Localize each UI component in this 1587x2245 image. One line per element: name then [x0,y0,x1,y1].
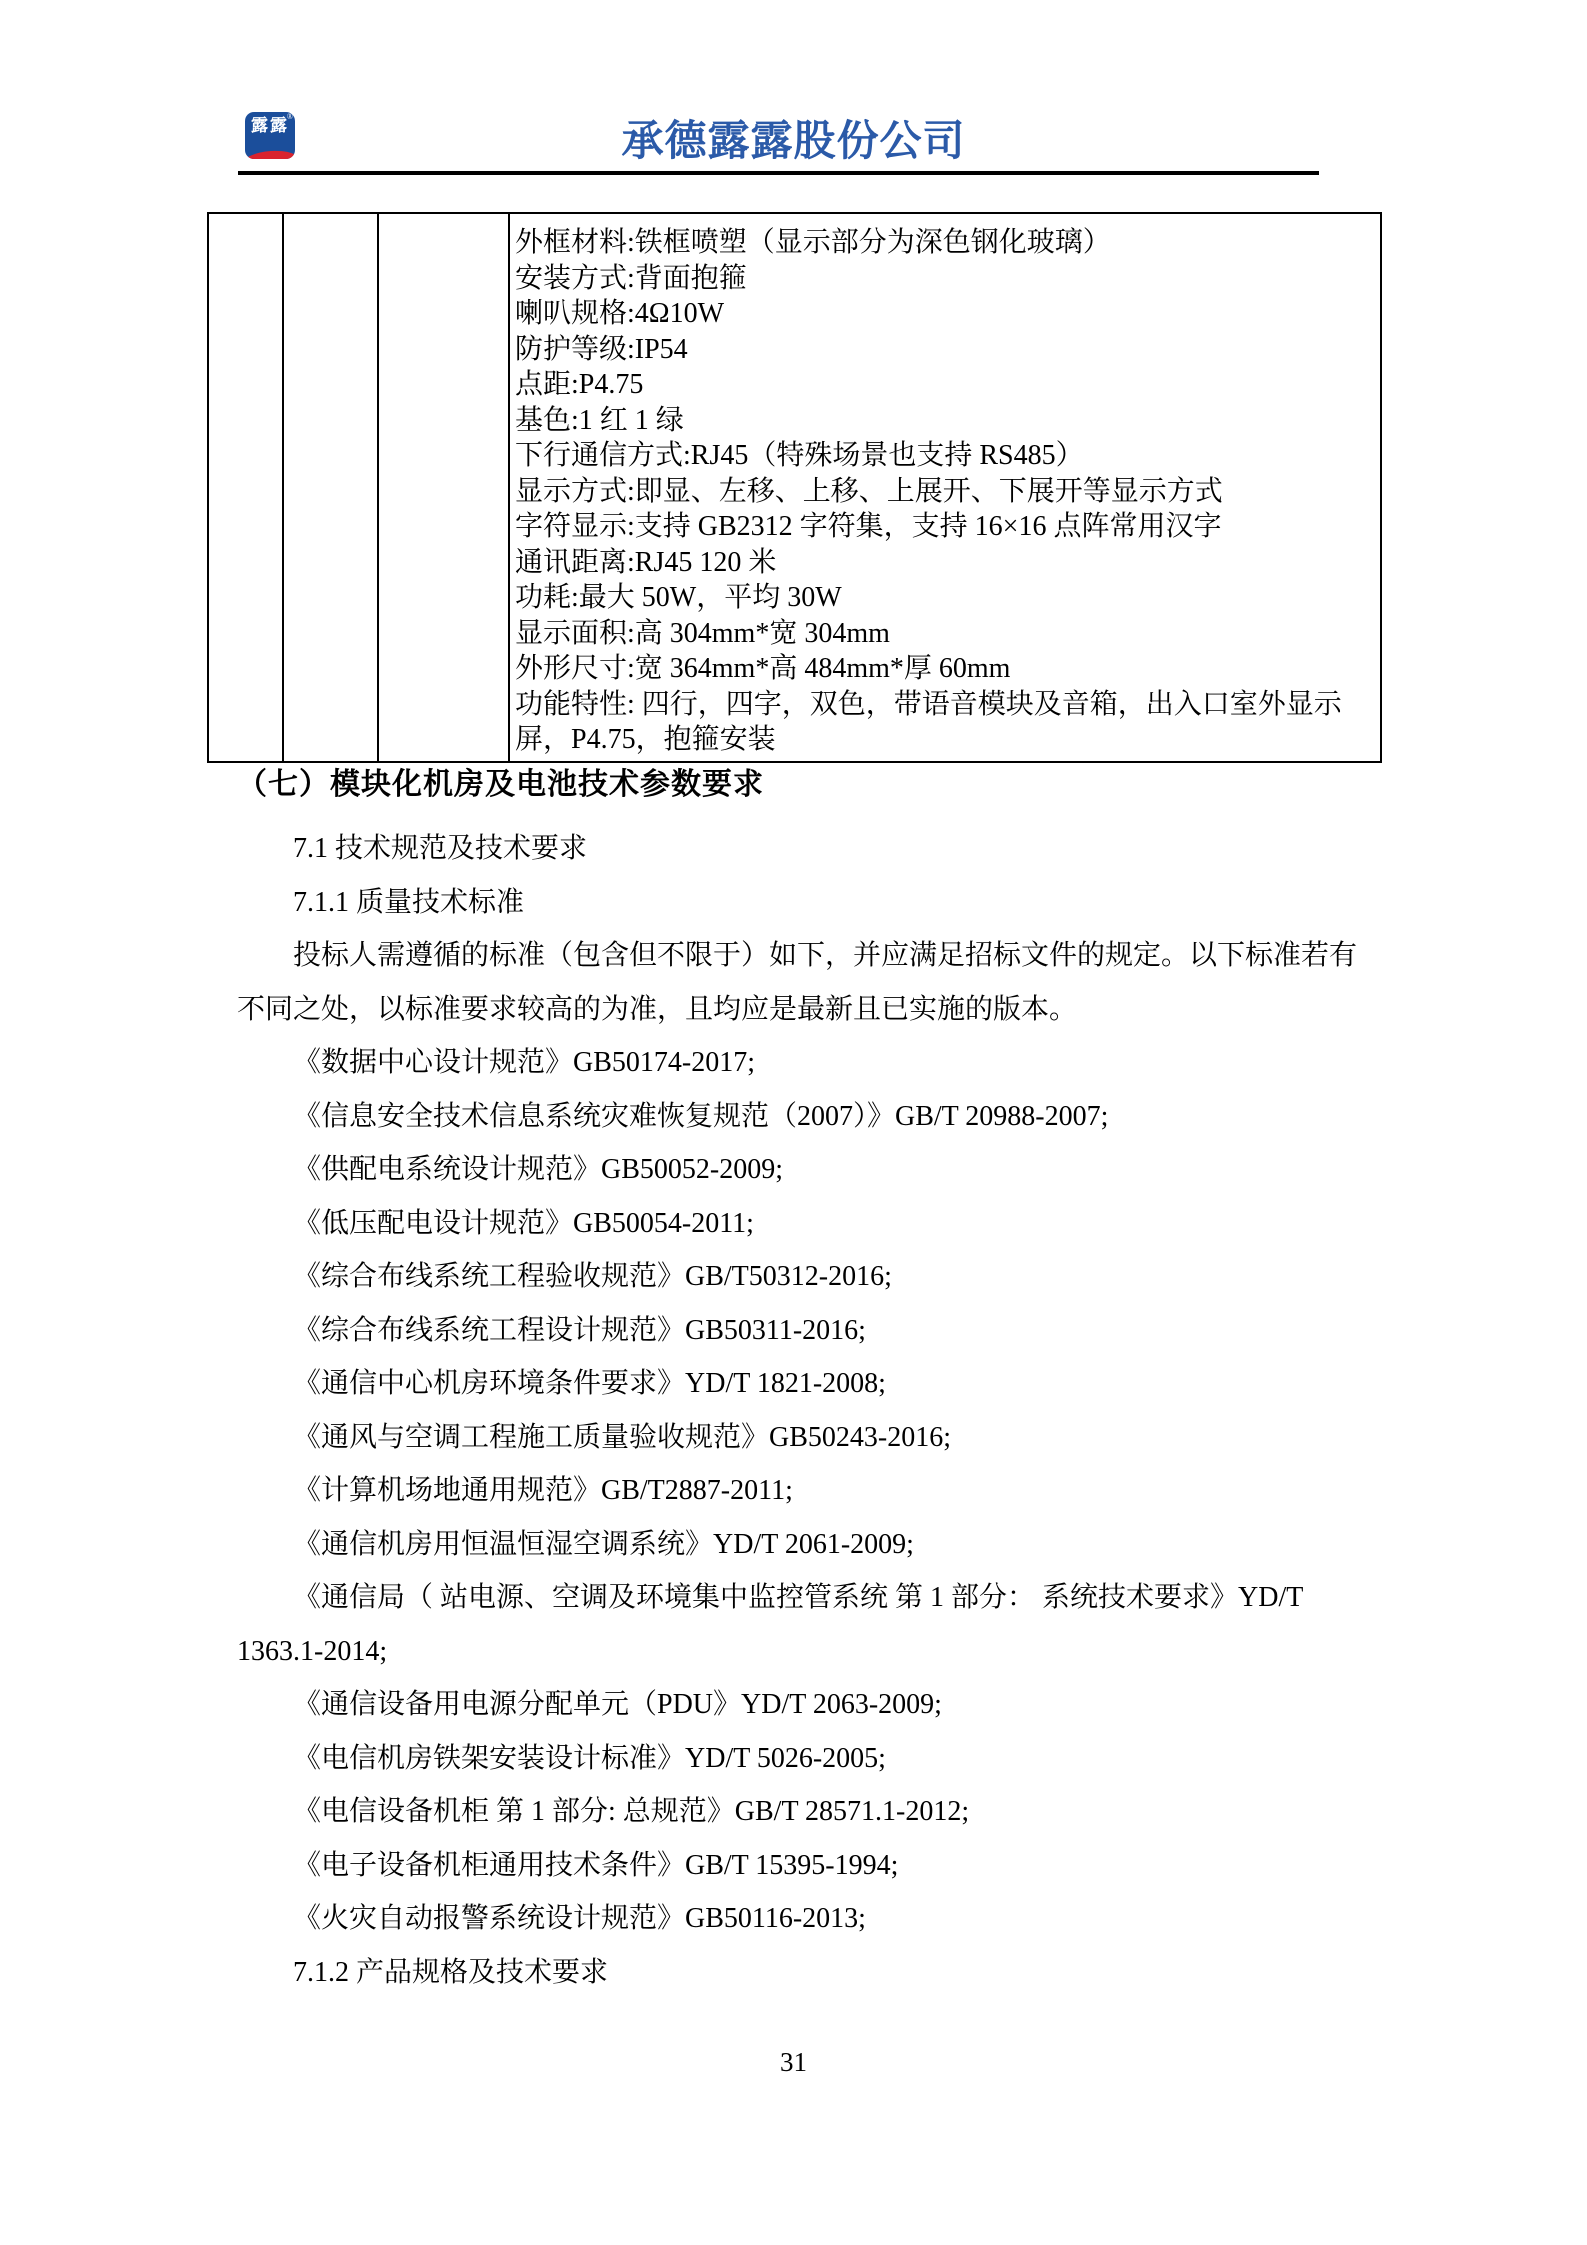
body-line: 1363.1-2014; [237,1635,388,1667]
body-line: 《电信机房铁架安装设计标准》YD/T 5026-2005; [293,1742,886,1774]
body-line: 《通信机房用恒温恒湿空调系统》YD/T 2061-2009; [293,1528,914,1560]
spec-line: 基色:1 红 1 绿 [515,404,684,436]
spec-line: 功能特性: 四行，四字，双色，带语音模块及音箱，出入口室外显示屏，P4.75，抱箍安装 [515,688,1342,755]
spec-line: 下行通信方式:RJ45（特殊场景也支持 RS485） [515,440,1084,471]
body-line: 《计算机场地通用规范》GB/T2887-2011; [293,1475,793,1506]
body-line: 《火灾自动报警系统设计规范》GB50116-2013; [293,1903,866,1934]
page-header-title: 承德露露股份公司 [621,117,966,164]
spec-line: 外框材料:铁框喷塑（显示部分为深色钢化玻璃） [515,227,1111,258]
body-line: 《供配电系统设计规范》GB50052-2009; [293,1154,784,1185]
logo-text: 露露 [251,116,289,135]
table-cell-empty-1 [208,213,283,762]
table-cell-empty-2 [283,213,378,762]
section-heading: （七）模块化机房及电池技术参数要求 [237,768,764,801]
table-cell-specs [509,213,1381,762]
spec-list [515,225,1376,758]
registered-trademark-icon: ® [286,112,293,121]
page-number: 31 [780,2047,807,2077]
spec-line: 喇叭规格:4Ω10W [515,298,725,329]
header-divider [238,171,1319,175]
body-line: 7.1.1 质量技术标准 [293,886,525,918]
body-line: 《通信中心机房环境条件要求》YD/T 1821-2008; [293,1368,886,1399]
spec-line: 通讯距离:RJ45 120 米 [515,546,777,578]
body-line: 7.1 技术规范及技术要求 [293,833,588,864]
spec-line: 显示方式:即显、左移、上移、上展开、下展开等显示方式 [515,475,1223,507]
body-text [237,822,1358,1999]
body-line: 《数据中心设计规范》GB50174-2017; [293,1047,756,1078]
spec-line: 字符显示:支持 GB2312 字符集，支持 16×16 点阵常用汉字 [515,511,1222,542]
body-line: 《低压配电设计规范》GB50054-2011; [293,1207,754,1239]
spec-line: 外形尺寸:宽 364mm*高 484mm*厚 60mm [515,653,1011,684]
body-line: 《通信设备用电源分配单元（PDU》YD/T 2063-2009; [293,1689,942,1720]
body-line: 《通风与空调工程施工质量验收规范》GB50243-2016; [293,1421,952,1453]
body-line: 《综合布线系统工程验收规范》GB/T50312-2016; [293,1261,892,1292]
table-row [208,213,1381,762]
body-line: 《电子设备机柜通用技术条件》GB/T 15395-1994; [293,1849,899,1881]
spec-line: 功耗:最大 50W，平均 30W [515,582,842,613]
spec-line: 防护等级:IP54 [515,333,688,365]
body-line: 《信息安全技术信息系统灾难恢复规范（2007）》GB/T 20988-2007; [293,1100,1109,1132]
body-line: 投标人需遵循的标准（包含但不限于）如下，并应满足招标文件的规定。以下标准若有 [293,940,1358,971]
body-line: 7.1.2 产品规格及技术要求 [293,1956,609,1988]
body-line: 《综合布线系统工程设计规范》GB50311-2016; [293,1314,866,1346]
spec-table [207,212,1382,763]
spec-line: 显示面积:高 304mm*宽 304mm [515,617,890,649]
body-line: 《通信局（ 站电源、空调及环境集中监控管系统 第 1 部分： 系统技术要求》YD/T [293,1582,1304,1613]
spec-line: 安装方式:背面抱箍 [515,262,747,294]
spec-line: 点距:P4.75 [515,369,644,400]
body-line: 不同之处，以标准要求较高的为准，且均应是最新且已实施的版本。 [237,993,1078,1025]
body-line: 《电信设备机柜 第 1 部分: 总规范》GB/T 28571.1-2012; [293,1796,970,1827]
table-cell-empty-3 [378,213,509,762]
